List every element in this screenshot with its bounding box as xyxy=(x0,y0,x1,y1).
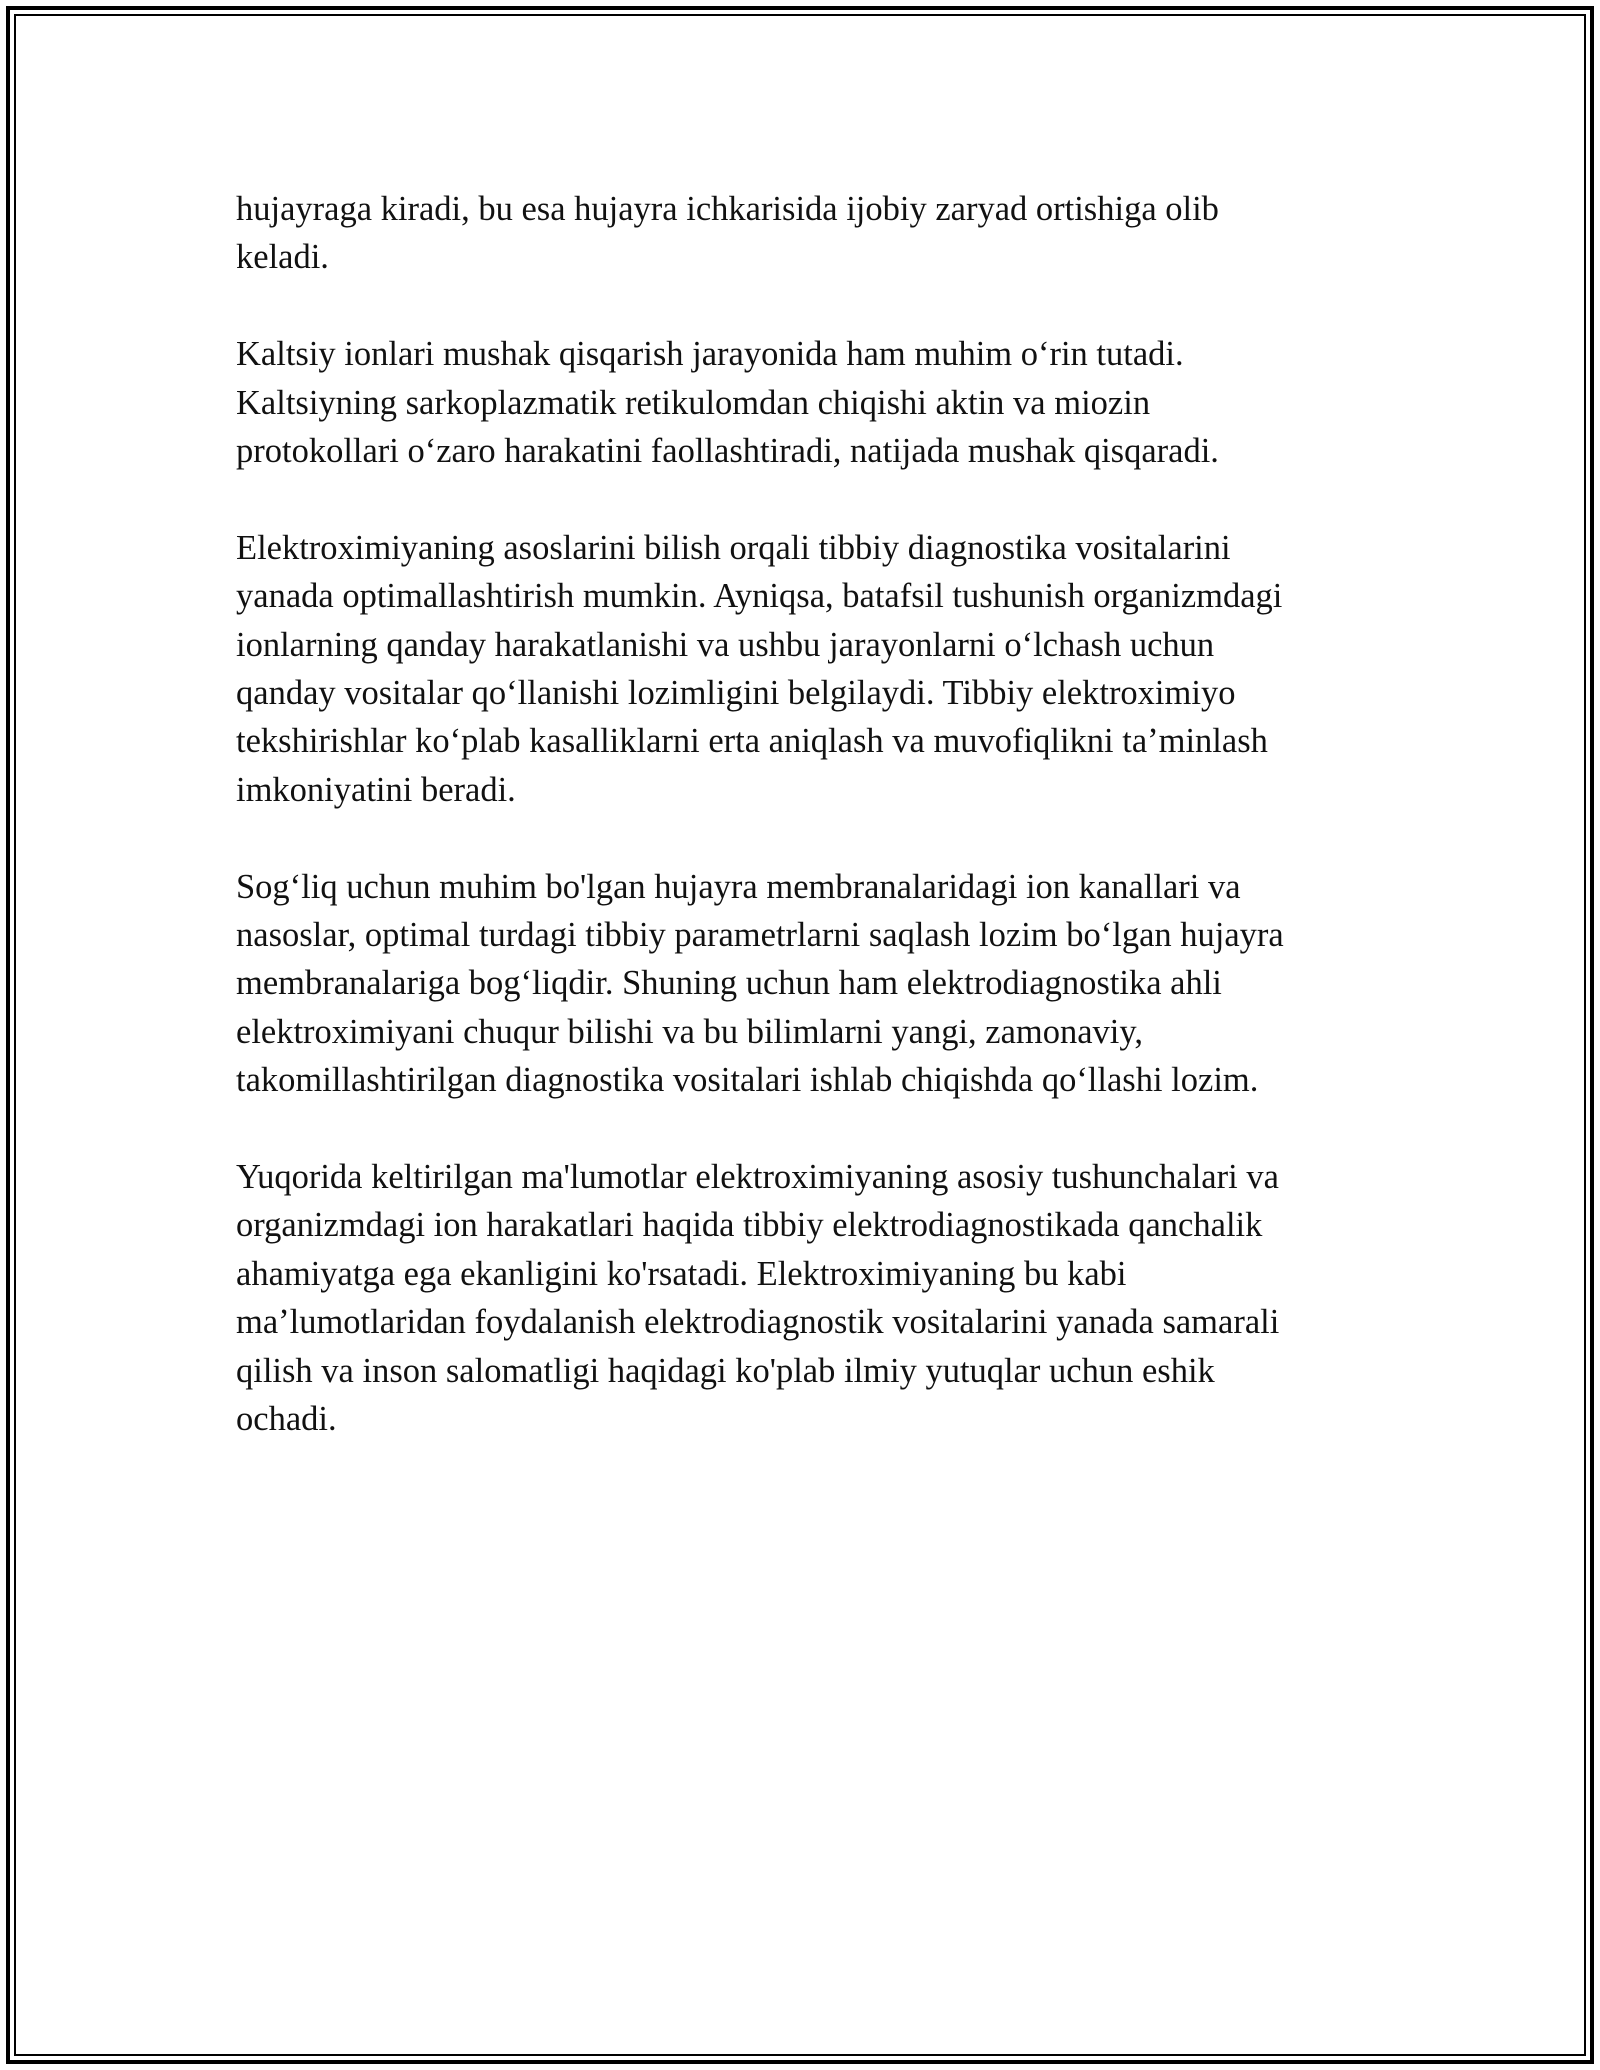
paragraph-2 xyxy=(236,330,1386,475)
text-line: protokollari oʻzaro harakatini faollashtiradi, natijada mushak qisqaradi. xyxy=(236,432,1219,471)
text-line: ochadi. xyxy=(236,1400,337,1439)
text-line: qanday vositalar qoʻllanishi lozimligini belgilaydi. Tibbiy elektroximiyo xyxy=(236,674,1236,713)
paragraph-1 xyxy=(236,185,1386,282)
text-line: ionlarning qanday harakatlanishi va ushbu jarayonlarni oʻlchash uchun xyxy=(236,625,1215,664)
text-line: imkoniyatini beradi. xyxy=(236,770,516,809)
text-line: Elektroximiyaning asoslarini bilish orqali tibbiy diagnostika vositalarini xyxy=(236,528,1231,567)
paragraph-3 xyxy=(236,524,1386,814)
text-line: takomillashtirilgan diagnostika vositalari ishlab chiqishda qoʻllashi lozim. xyxy=(236,1061,1259,1100)
paragraph-4 xyxy=(236,863,1386,1105)
text-line: tekshirishlar koʻplab kasalliklarni erta aniqlash va muvofiqlikni taʼminlash xyxy=(236,722,1268,761)
text-line: yanada optimallashtirish mumkin. Ayniqsa, batafsil tushunish organizmdagi xyxy=(236,577,1283,616)
text-line: Yuqorida keltirilgan ma'lumotlar elektroximiyaning asosiy tushunchalari va xyxy=(236,1158,1279,1197)
text-line: Kaltsiyning sarkoplazmatik retikulomdan chiqishi aktin va miozin xyxy=(236,383,1151,422)
text-line: qilish va inson salomatligi haqidagi ko'plab ilmiy yutuqlar uchun eshik xyxy=(236,1351,1215,1390)
text-line: organizmdagi ion harakatlari haqida tibbiy elektrodiagnostikada qanchalik xyxy=(236,1206,1263,1245)
paragraph-5 xyxy=(236,1153,1386,1443)
text-line: nasoslar, optimal turdagi tibbiy parametrlarni saqlash lozim boʻlgan hujayra xyxy=(236,916,1284,955)
text-line: maʼlumotlaridan foydalanish elektrodiagnostik vositalarini yanada samarali xyxy=(236,1303,1280,1342)
text-line: membranalariga bogʻliqdir. Shuning uchun ham elektrodiagnostika ahli xyxy=(236,964,1222,1003)
text-line: ahamiyatga ega ekanligini ko'rsatadi. Elektroximiyaning bu kabi xyxy=(236,1254,1127,1293)
text-line: Kaltsiy ionlari mushak qisqarish jarayonida ham muhim oʻrin tutadi. xyxy=(236,335,1184,374)
text-line: keladi. xyxy=(236,238,329,277)
text-line: elektroximiyani chuqur bilishi va bu bilimlarni yangi, zamonaviy, xyxy=(236,1012,1144,1051)
text-line: hujayraga kiradi, bu esa hujayra ichkarisida ijobiy zaryad ortishiga olib xyxy=(236,190,1219,228)
text-line: Sogʻliq uchun muhim bo'lgan hujayra membranalaridagi ion kanallari va xyxy=(236,867,1241,906)
document-body xyxy=(236,185,1386,1492)
